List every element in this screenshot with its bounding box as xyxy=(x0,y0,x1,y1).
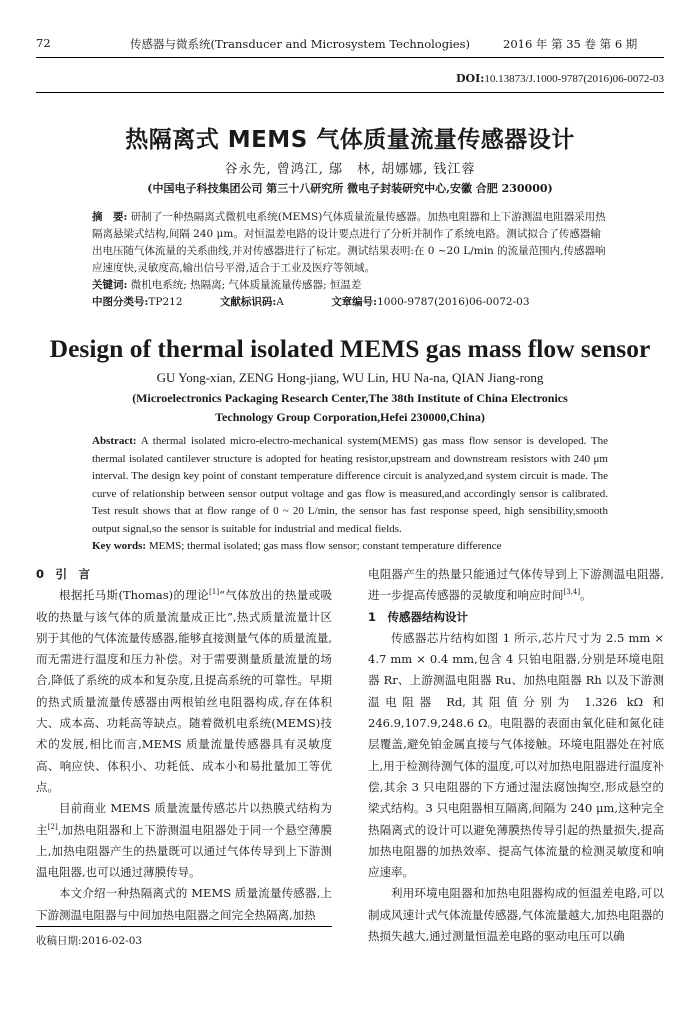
en-title: Design of thermal isolated MEMS gas mass flow sensor xyxy=(49,334,651,363)
en-keywords-label: Key words: xyxy=(92,540,147,552)
doi xyxy=(456,72,664,85)
cn-keywords xyxy=(92,277,608,294)
intro-paragraph-1 xyxy=(36,585,332,798)
en-authors: GU Yong-xian, ZENG Hong-jiang, WU Lin, HU Na-na, QIAN Jiang-rong xyxy=(156,370,544,385)
intro-p2-text-b: ,加热电阻器和上下游测温电阻器处于同一个悬空薄膜上,加热电阻器产生的热量既可以通过气体传导到上下游测温电阻器,也可以通过薄膜传导。 xyxy=(36,822,333,880)
section-heading-introduction: 0 引 言 xyxy=(36,567,91,581)
citation-2: [2] xyxy=(47,822,58,831)
right-column xyxy=(368,564,664,947)
en-keywords xyxy=(92,538,608,556)
doi-label: DOI: xyxy=(456,72,485,85)
right-cont-text-a: 电阻器产生的热量只能通过气体传导到上下游测温电阻器,进一步提高传感器的灵敏度和响应时间 xyxy=(368,567,664,603)
intro-p1-text-b: “气体放出的热量或吸收的热量与该气体的质量流量成正比”,热式质量流量计区别于其他的气体流量传感器,能够直接测量气体的质量流量,而无需进行温度和压力补偿。对于需要测量质量流量的场合,降低了系统的成本和复杂度,且提高系统的可靠性。早期的热式质量流量传感器由两根铂丝电阻器构成,存在体积大、成本高、功耗高等缺点。随着微机电系统(MEMS)技术的发展,相比而言,MEMS 质量流量传感器具有灵敏度高、响应快、体积小、功耗低、成本小和易批量加工等优点。 xyxy=(36,588,332,794)
structure-paragraph-1: 传感器芯片结构如图 1 所示,芯片尺寸为 2.5 mm × 4.7 mm × 0.4 mm,包含 4 只铂电阻器,分别是环境电阻器 Rr、上游测温电阻器 Ru、加热电阻器 Rh 以及下游测温电阻器 Rd,其阻值分别为 1.326 kΩ 和 246.9,107.9,248.6 Ω。电阻器的表面由氧化硅和氮化硅层覆盖,避免铂金属直接与气体接触。环境电阻器处在衬底上,用于检测待测气体的温度,可以对加热电阻器进行温度补偿,其余 3 只电阻器的下方通过湿法腐蚀掏空,形成悬空的梁式结构。3 只电阻器相互隔离,间隔为 240 μm,这种完全热隔离式的设计可以避免薄膜热传导引起的热量损失,提高加热电阻器的加热效率、提高气体流量的检测灵敏度和响应速率。 xyxy=(368,630,664,880)
doc-code-value: A xyxy=(276,296,284,308)
cn-title: 热隔离式 MEMS 气体质量流量传感器设计 xyxy=(125,127,575,153)
header-rule xyxy=(36,57,664,58)
en-affiliation-line2: Technology Group Corporation,Hefei 230000,China) xyxy=(215,410,485,424)
cn-keywords-text: 微机电系统; 热隔离; 气体质量流量传感器; 恒温差 xyxy=(130,279,362,291)
article-no-value: 1000-9787(2016)06-0072-03 xyxy=(377,296,530,308)
doc-code-label: 文献标识码: xyxy=(219,296,277,308)
left-column xyxy=(36,564,332,926)
structure-paragraph-2: 利用环境电阻器和加热电阻器构成的恒温差电路,可以制成风速计式气体流量传感器,气体流量越大,加热电阻器的热损失越大,通过测量恒温差电路的驱动电压可以确 xyxy=(368,886,664,944)
cn-abstract-label: 摘 要: xyxy=(92,211,128,223)
doi-value: 10.13873/J.1000-9787(2016)06-0072-03 xyxy=(484,73,664,85)
journal-name: 传感器与微系统(Transducer and Microsystem Technologies) xyxy=(130,37,470,51)
clc-value: TP212 xyxy=(148,296,183,308)
cn-affiliation: (中国电子科技集团公司 第三十八研究所 微电子封装研究中心,安徽 合肥 230000) xyxy=(147,182,553,195)
citation-3-4: [3,4] xyxy=(563,588,581,597)
cn-abstract-text: 研制了一种热隔离式微机电系统(MEMS)气体质量流量传感器。加热电阻器和上下游测温电阻器采用热隔离悬梁式结构,间隔 240 μm。对恒温差电路的设计要点进行了分析并制作了系统电路。测试拟合了传感器输出电压随气体流量的关系曲线,并对传感器进行了标定。测试结果表明:在 0 ~20 L/min 的流量范围内,传感器响应速度快,灵敏度高,输出信号平滑,适合于工业及医疗等领域。 xyxy=(92,211,606,274)
en-abstract-text: A thermal isolated micro-electro-mechanical system(MEMS) gas mass flow sensor is developed. The thermal isolated cantilever structure is adopted for heating resistor,upstream and downstream resistors with 240 μm interval. The design key point of constant temperature difference circuit is analyzed,and system circuit is made. The curve of relationship between sensor output voltage and gas flow is measured,and accordingly sensor is calibrated. Test result shows that at flow range of 0 ~ 20 L/min, the sensor has fast response speed, high sensibility,smooth output signal,so the sensor is suitable for industrial and medical fields. xyxy=(92,435,608,535)
footnote-rule xyxy=(36,926,332,927)
right-continuation xyxy=(368,564,664,607)
intro-paragraph-3: 本文介绍一种热隔离式的 MEMS 质量流量传感器,上下游测温电阻器与中间加热电阻器之间完全热隔离,加热 xyxy=(36,886,332,922)
article-no-label: 文章编号: xyxy=(331,296,378,308)
doi-rule xyxy=(36,92,664,93)
page-number: 72 xyxy=(36,36,51,50)
clc-label: 中图分类号: xyxy=(92,296,149,308)
cn-keywords-label: 关键词: xyxy=(92,279,128,291)
en-keywords-text: MEMS; thermal isolated; gas mass flow sensor; constant temperature difference xyxy=(148,540,502,552)
intro-paragraph-2 xyxy=(36,798,332,883)
cn-classification xyxy=(92,294,608,311)
intro-p2-text-a: 目前商业 MEMS 质量流量传感芯片以热膜式结构为主 xyxy=(36,801,332,837)
intro-p1-text-a: 根据托马斯(Thomas)的理论 xyxy=(59,588,210,603)
citation-1: [1] xyxy=(209,588,220,597)
right-cont-text-b: 。 xyxy=(580,588,592,603)
en-affiliation-line1: (Microelectronics Packaging Research Center,The 38th Institute of China Electronics xyxy=(132,391,568,405)
cn-authors: 谷永先, 曾鸿江, 鄔 林, 胡娜娜, 钱江蓉 xyxy=(224,162,476,177)
en-abstract xyxy=(92,433,608,539)
received-date: 收稿日期:2016-02-03 xyxy=(36,935,143,947)
section-heading-structure: 1 传感器结构设计 xyxy=(368,609,469,624)
en-abstract-label: Abstract: xyxy=(92,435,137,447)
cn-abstract xyxy=(92,209,608,277)
issue-info: 2016 年 第 35 卷 第 6 期 xyxy=(503,37,638,51)
